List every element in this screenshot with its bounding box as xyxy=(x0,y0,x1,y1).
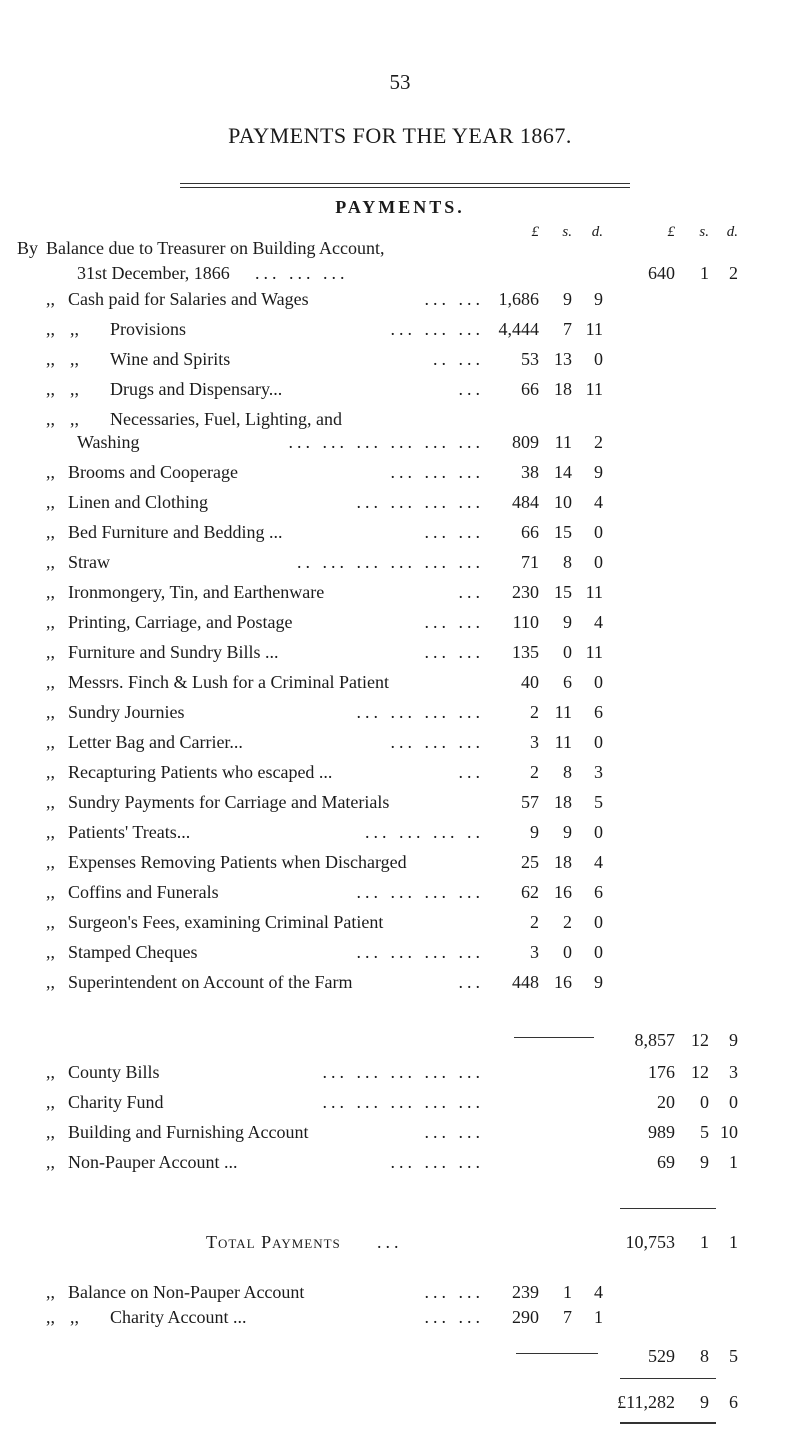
grand-total-pence: 6 xyxy=(729,1392,738,1412)
entry-label: Cash paid for Salaries and Wages xyxy=(68,289,309,309)
leader-dots: ... ... ... ... ... xyxy=(322,1092,484,1112)
entry-label: County Bills xyxy=(68,1062,160,1082)
entry-prefix: ,, xyxy=(46,612,55,632)
balance-subtotal-pounds: 529 xyxy=(648,1346,675,1366)
amount-pounds: 176 xyxy=(648,1062,675,1082)
ledger-row xyxy=(0,582,800,606)
amount-pounds: 640 xyxy=(648,263,675,283)
total-pence: 1 xyxy=(729,1232,738,1252)
leader-dots: ... ... ... ... ... xyxy=(322,1062,484,1082)
amount-pence: 0 xyxy=(594,822,603,842)
amount-pence: 0 xyxy=(594,942,603,962)
entry-label: Linen and Clothing xyxy=(68,492,208,512)
entry-prefix: ,, xyxy=(46,289,55,309)
ditto-mark: ,, xyxy=(70,319,79,339)
leader-dots: ... ... ... .. xyxy=(365,822,484,842)
entry-label: Recapturing Patients who escaped ... xyxy=(68,762,333,782)
amount-pence: 4 xyxy=(594,1282,603,1302)
entry-prefix: ,, xyxy=(46,1307,55,1327)
amount-pence: 6 xyxy=(594,702,603,722)
ledger-row xyxy=(0,762,800,786)
grand-total-top-rule xyxy=(620,1378,716,1379)
amount-shillings: 15 xyxy=(554,522,572,542)
entry-label: Sundry Journies xyxy=(68,702,185,722)
entry-prefix: ,, xyxy=(46,972,55,992)
grand-total-row xyxy=(0,1392,800,1416)
entry-prefix: ,, xyxy=(46,319,55,339)
ledger-row xyxy=(0,612,800,636)
entry-prefix: ,, xyxy=(46,792,55,812)
amount-pence: 4 xyxy=(594,612,603,632)
entry-label-cont: Washing xyxy=(77,432,140,452)
total-rule xyxy=(620,1208,716,1209)
amount-pounds: 3 xyxy=(530,732,539,752)
col1-shillings-header: s. xyxy=(562,224,572,240)
leader-dots: ... ... ... ... xyxy=(356,882,484,902)
amount-shillings: 11 xyxy=(554,432,572,452)
amount-pounds: 38 xyxy=(521,462,539,482)
amount-pence: 0 xyxy=(594,732,603,752)
leader-dots: ... ... ... ... xyxy=(356,702,484,722)
ledger-row xyxy=(0,409,800,433)
amount-pounds: 69 xyxy=(657,1152,675,1172)
amount-pounds: 4,444 xyxy=(498,319,539,339)
entry-label: Charity Fund xyxy=(68,1092,164,1112)
ledger-row xyxy=(0,462,800,486)
balance-subtotal-shillings: 8 xyxy=(700,1346,709,1366)
amount-shillings: 0 xyxy=(700,1092,709,1112)
amount-pence: 4 xyxy=(594,492,603,512)
entry-prefix: ,, xyxy=(46,1062,55,1082)
col1-pounds-header: £ xyxy=(531,224,539,240)
amount-shillings: 9 xyxy=(563,612,572,632)
balance-subtotal-row xyxy=(0,1346,800,1370)
entry-label: Necessaries, Fuel, Lighting, and xyxy=(110,409,342,429)
amount-pounds: 3 xyxy=(530,942,539,962)
leader-dots: .. ... ... ... ... ... xyxy=(297,552,484,572)
amount-pounds: 71 xyxy=(521,552,539,572)
ditto-mark: ,, xyxy=(70,349,79,369)
itemised-subtotal-row xyxy=(0,1030,800,1054)
amount-pence: 10 xyxy=(720,1122,738,1142)
amount-pence: 11 xyxy=(585,319,603,339)
entry-label: Straw xyxy=(68,552,110,572)
opening-entry-label-cont: 31st December, 1866 xyxy=(77,263,230,283)
entry-prefix: ,, xyxy=(46,379,55,399)
amount-pence: 2 xyxy=(594,432,603,452)
leader-dots: ... ... ... ... ... ... xyxy=(288,432,484,452)
amount-pounds: 9 xyxy=(530,822,539,842)
entry-prefix: ,, xyxy=(46,882,55,902)
subtotal-pounds: 8,857 xyxy=(634,1030,675,1050)
amount-shillings: 16 xyxy=(554,972,572,992)
amount-shillings: 18 xyxy=(554,379,572,399)
leader-dots: ... ... ... ... xyxy=(356,492,484,512)
amount-shillings: 2 xyxy=(563,912,572,932)
amount-shillings: 12 xyxy=(691,1062,709,1082)
ledger-row xyxy=(0,912,800,936)
balance-subtotal-pence: 5 xyxy=(729,1346,738,1366)
amount-shillings: 9 xyxy=(700,1152,709,1172)
amount-pence: 1 xyxy=(594,1307,603,1327)
leader-dots: ... ... ... xyxy=(390,732,484,752)
amount-pounds: 448 xyxy=(512,972,539,992)
amount-pounds: 66 xyxy=(521,379,539,399)
entry-prefix: ,, xyxy=(46,942,55,962)
amount-pence: 11 xyxy=(585,582,603,602)
entry-label: Drugs and Dispensary... xyxy=(110,379,283,399)
page-title: PAYMENTS FOR THE YEAR 1867. xyxy=(228,123,572,148)
entry-label: Bed Furniture and Bedding ... xyxy=(68,522,283,542)
entry-label: Patients' Treats... xyxy=(68,822,191,842)
amount-shillings: 18 xyxy=(554,852,572,872)
entry-label: Balance on Non-Pauper Account xyxy=(68,1282,305,1302)
amount-shillings: 9 xyxy=(563,822,572,842)
amount-shillings: 6 xyxy=(563,672,572,692)
entry-prefix: ,, xyxy=(46,852,55,872)
amount-shillings: 9 xyxy=(563,289,572,309)
amount-pounds: 53 xyxy=(521,349,539,369)
entry-prefix: ,, xyxy=(46,582,55,602)
entry-prefix: ,, xyxy=(46,1282,55,1302)
amount-pence: 5 xyxy=(594,792,603,812)
leader-dots: ... ... xyxy=(424,612,484,632)
ledger-row xyxy=(0,349,800,373)
grand-total-bottom-rule xyxy=(620,1422,716,1424)
entry-label: Sundry Payments for Carriage and Materials xyxy=(68,792,390,812)
amount-pence: 11 xyxy=(585,379,603,399)
ledger-row xyxy=(0,492,800,516)
amount-pounds: 239 xyxy=(512,1282,539,1302)
amount-pence: 0 xyxy=(594,672,603,692)
total-payments-row xyxy=(0,1232,800,1256)
entry-prefix: ,, xyxy=(46,702,55,722)
leader-dots: ... ... ... xyxy=(390,462,484,482)
ledger-row xyxy=(0,552,800,576)
opening-entry-line2 xyxy=(0,263,800,287)
amount-pounds: 1,686 xyxy=(498,289,539,309)
entry-label: Coffins and Funerals xyxy=(68,882,219,902)
amount-pence: 0 xyxy=(594,552,603,572)
amount-pounds: 989 xyxy=(648,1122,675,1142)
leader-dots: ... ... ... xyxy=(390,1152,484,1172)
ledger-row xyxy=(0,702,800,726)
entry-prefix: ,, xyxy=(46,492,55,512)
entry-label: Expenses Removing Patients when Discharged xyxy=(68,852,407,872)
leader-dots: ... xyxy=(458,972,484,992)
ditto-mark: ,, xyxy=(70,409,79,429)
amount-pence: 9 xyxy=(594,289,603,309)
amount-shillings: 0 xyxy=(563,642,572,662)
leader-dots: ... ... xyxy=(424,1282,484,1302)
entry-label: Charity Account ... xyxy=(110,1307,247,1327)
amount-shillings: 7 xyxy=(563,1307,572,1327)
page-number: 53 xyxy=(389,70,411,94)
amount-pence: 0 xyxy=(729,1092,738,1112)
ledger-row xyxy=(0,822,800,846)
entry-label: Messrs. Finch & Lush for a Criminal Patient xyxy=(68,672,389,692)
ledger-row xyxy=(0,522,800,546)
entry-label: Ironmongery, Tin, and Earthenware xyxy=(68,582,325,602)
ledger-row xyxy=(0,1092,800,1116)
ledger-row xyxy=(0,379,800,403)
entry-prefix: ,, xyxy=(46,1092,55,1112)
section-title: PAYMENTS. xyxy=(335,197,465,217)
amount-pence: 9 xyxy=(594,972,603,992)
amount-pounds: 290 xyxy=(512,1307,539,1327)
entry-prefix: ,, xyxy=(46,409,55,429)
amount-pounds: 110 xyxy=(512,612,539,632)
ledger-row xyxy=(0,942,800,966)
amount-pounds: 20 xyxy=(657,1092,675,1112)
col2-shillings-header: s. xyxy=(699,224,709,240)
ledger-row xyxy=(0,882,800,906)
amount-shillings: 15 xyxy=(554,582,572,602)
amount-shillings: 14 xyxy=(554,462,572,482)
ledger-row-continued xyxy=(0,432,800,456)
amount-pence: 6 xyxy=(594,882,603,902)
amount-pounds: 25 xyxy=(521,852,539,872)
subtotal-pence: 9 xyxy=(729,1030,738,1050)
entry-label: Non-Pauper Account ... xyxy=(68,1152,238,1172)
amount-pounds: 62 xyxy=(521,882,539,902)
entry-label: Wine and Spirits xyxy=(110,349,231,369)
total-shillings: 1 xyxy=(700,1232,709,1252)
entry-prefix: ,, xyxy=(46,822,55,842)
ledger-row xyxy=(0,972,800,996)
entry-prefix: ,, xyxy=(46,1152,55,1172)
entry-prefix: ,, xyxy=(46,522,55,542)
entry-label: Brooms and Cooperage xyxy=(68,462,238,482)
leader-dots: ... xyxy=(377,1232,403,1252)
amount-pounds: 2 xyxy=(530,702,539,722)
entry-label: Letter Bag and Carrier... xyxy=(68,732,243,752)
entry-prefix: ,, xyxy=(46,1122,55,1142)
amount-pounds: 2 xyxy=(530,762,539,782)
entry-prefix: ,, xyxy=(46,349,55,369)
leader-dots: ... ... xyxy=(424,522,484,542)
amount-shillings: 18 xyxy=(554,792,572,812)
amount-shillings: 0 xyxy=(563,942,572,962)
amount-shillings: 13 xyxy=(554,349,572,369)
leader-dots: ... ... xyxy=(424,289,484,309)
amount-shillings: 1 xyxy=(563,1282,572,1302)
entry-label: Building and Furnishing Account xyxy=(68,1122,309,1142)
leader-dots: ... ... xyxy=(424,642,484,662)
leader-dots: ... ... ... ... xyxy=(356,942,484,962)
ditto-mark: ,, xyxy=(70,1307,79,1327)
ledger-row xyxy=(0,792,800,816)
entry-label: Provisions xyxy=(110,319,187,339)
amount-pounds: 230 xyxy=(512,582,539,602)
amount-pence: 0 xyxy=(594,912,603,932)
ledger-row xyxy=(0,852,800,876)
amount-pounds: 135 xyxy=(512,642,539,662)
entry-label: Printing, Carriage, and Postage xyxy=(68,612,293,632)
amount-pounds: 57 xyxy=(521,792,539,812)
entry-label: Surgeon's Fees, examining Criminal Patient xyxy=(68,912,384,932)
amount-pounds: 484 xyxy=(512,492,539,512)
amount-pence: 2 xyxy=(729,263,738,283)
amount-pence: 3 xyxy=(729,1062,738,1082)
entry-prefix: ,, xyxy=(46,732,55,752)
title-double-rule xyxy=(180,183,630,188)
amount-shillings: 1 xyxy=(700,263,709,283)
entry-label: Furniture and Sundry Bills ... xyxy=(68,642,279,662)
amount-pounds: 2 xyxy=(530,912,539,932)
entry-prefix: ,, xyxy=(46,762,55,782)
grand-total-shillings: 9 xyxy=(700,1392,709,1412)
entry-prefix: ,, xyxy=(46,642,55,662)
leader-dots: ... ... xyxy=(424,1122,484,1142)
ledger-row xyxy=(0,1307,800,1331)
amount-shillings: 5 xyxy=(700,1122,709,1142)
total-payments-label: Total Payments xyxy=(206,1232,341,1252)
amount-shillings: 11 xyxy=(554,732,572,752)
grand-total-pounds: £11,282 xyxy=(617,1392,675,1412)
amount-shillings: 7 xyxy=(563,319,572,339)
ledger-row xyxy=(0,1282,800,1306)
entry-label: Superintendent on Account of the Farm xyxy=(68,972,353,992)
amount-pence: 1 xyxy=(729,1152,738,1172)
subtotal-shillings: 12 xyxy=(691,1030,709,1050)
amount-pounds: 40 xyxy=(521,672,539,692)
entry-prefix: ,, xyxy=(46,552,55,572)
col2-pence-header: d. xyxy=(726,224,738,240)
amount-shillings: 16 xyxy=(554,882,572,902)
entry-prefix: ,, xyxy=(46,912,55,932)
amount-pence: 4 xyxy=(594,852,603,872)
amount-pence: 0 xyxy=(594,522,603,542)
entry-prefix: By xyxy=(17,238,39,258)
ditto-mark: ,, xyxy=(70,379,79,399)
entry-label: Stamped Cheques xyxy=(68,942,198,962)
ledger-row xyxy=(0,642,800,666)
leader-dots: .. ... xyxy=(433,349,484,369)
entry-prefix: ,, xyxy=(46,462,55,482)
opening-entry-label: Balance due to Treasurer on Building Account, xyxy=(46,238,385,258)
ledger-row xyxy=(0,319,800,343)
amount-pence: 3 xyxy=(594,762,603,782)
amount-pence: 11 xyxy=(585,642,603,662)
amount-pence: 9 xyxy=(594,462,603,482)
ledger-row xyxy=(0,1152,800,1176)
ledger-row xyxy=(0,289,800,313)
leader-dots: ... ... xyxy=(424,1307,484,1327)
amount-pounds: 66 xyxy=(521,522,539,542)
amount-pounds: 809 xyxy=(512,432,539,452)
ledger-row xyxy=(0,1122,800,1146)
amount-shillings: 8 xyxy=(563,762,572,782)
amount-shillings: 8 xyxy=(563,552,572,572)
ledger-row xyxy=(0,732,800,756)
total-pounds: 10,753 xyxy=(625,1232,675,1252)
amount-shillings: 11 xyxy=(554,702,572,722)
leader-dots: ... xyxy=(458,762,484,782)
ledger-row xyxy=(0,672,800,696)
amount-shillings: 10 xyxy=(554,492,572,512)
leader-dots: ... xyxy=(458,582,484,602)
leader-dots: ... ... ... xyxy=(255,263,349,283)
opening-entry-line1 xyxy=(0,238,800,262)
ledger-row xyxy=(0,1062,800,1086)
entry-prefix: ,, xyxy=(46,672,55,692)
col1-pence-header: d. xyxy=(591,224,603,240)
amount-pence: 0 xyxy=(594,349,603,369)
leader-dots: ... ... ... xyxy=(390,319,484,339)
col2-pounds-header: £ xyxy=(667,224,675,240)
leader-dots: ... xyxy=(458,379,484,399)
